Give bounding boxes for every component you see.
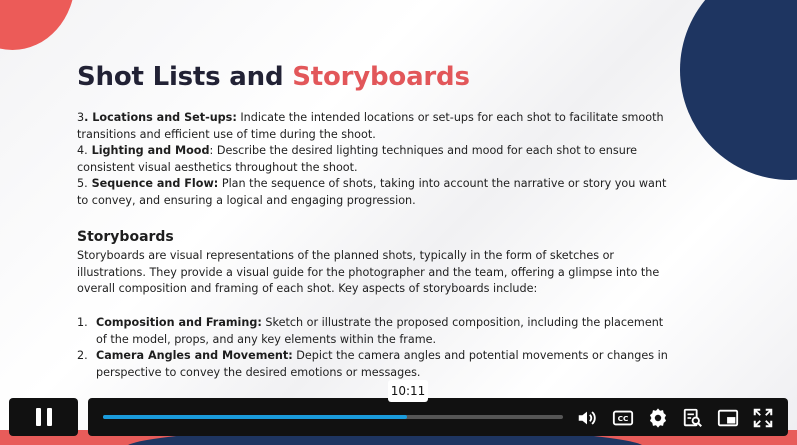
item-label: . Locations and Set-ups:	[84, 111, 237, 124]
list-item	[77, 315, 677, 348]
transcript-search-icon[interactable]	[682, 407, 704, 429]
item-text: Sketch or illustrate the proposed composition, including the placement of the model, props, and any key elements within the frame.	[96, 316, 664, 346]
fullscreen-icon[interactable]	[752, 407, 774, 429]
item-label: Sequence and Flow:	[87, 177, 219, 190]
item-text: Indicate the intended locations or set-ups for each shot to facilitate smooth transitions and efficient use of time during the shoot.	[77, 111, 664, 141]
item-text: Plan the sequence of shots, taking into account the narrative or story you want to convey, and ensuring a logical and engaging progression.	[77, 177, 667, 207]
pause-icon	[36, 408, 41, 426]
svg-text:CC: CC	[617, 414, 629, 424]
item-text: Depict the camera angles and potential movements or changes in perspective to convey the desired emotions or messages.	[96, 349, 668, 379]
item-number: 1.	[77, 316, 88, 329]
slide-title-main: Shot Lists and	[77, 62, 293, 92]
item-number: 3	[77, 111, 85, 124]
settings-gear-icon[interactable]	[647, 407, 669, 429]
list-item	[77, 110, 667, 143]
slide-title	[77, 62, 470, 92]
section-paragraph: Storyboards are visual representations of the planned shots, typically in the form of sketches or illustrations. They provide a visual guide for the photographer and the team, offering a glimpse into the overall composition and framing of each shot. Key aspects of storyboards include:	[77, 249, 660, 295]
picture-in-picture-icon[interactable]	[717, 407, 739, 429]
closed-captions-icon[interactable]	[612, 407, 634, 429]
item-text: : Describe the desired lighting techniques and mood for each shot to ensure consistent visual aesthetics throughout the shoot.	[77, 144, 638, 174]
item-number: 2.	[77, 349, 88, 362]
pause-icon	[47, 408, 52, 426]
slide-title-accent: Storyboards	[292, 62, 470, 92]
storyboard-aspects-list	[77, 315, 677, 381]
item-number: 5.	[77, 177, 88, 190]
progress-track[interactable]	[103, 415, 563, 419]
volume-icon[interactable]	[576, 407, 598, 429]
item-label: Lighting and Mood	[87, 144, 210, 157]
decorative-red-circle	[0, 0, 75, 50]
item-label: Composition and Framing:	[96, 316, 262, 329]
player-controls	[0, 396, 797, 438]
shot-list-items	[77, 110, 667, 209]
pause-button[interactable]	[9, 398, 78, 436]
time-tooltip: 10:11	[388, 380, 428, 402]
decorative-navy-circle	[680, 0, 797, 180]
list-item	[77, 143, 667, 176]
progress-fill	[103, 415, 407, 419]
list-item	[77, 348, 677, 381]
list-item	[77, 176, 667, 209]
item-number: 4.	[77, 144, 88, 157]
section-heading: Storyboards	[77, 229, 174, 245]
control-bar	[88, 398, 788, 436]
item-label: Camera Angles and Movement:	[96, 349, 293, 362]
